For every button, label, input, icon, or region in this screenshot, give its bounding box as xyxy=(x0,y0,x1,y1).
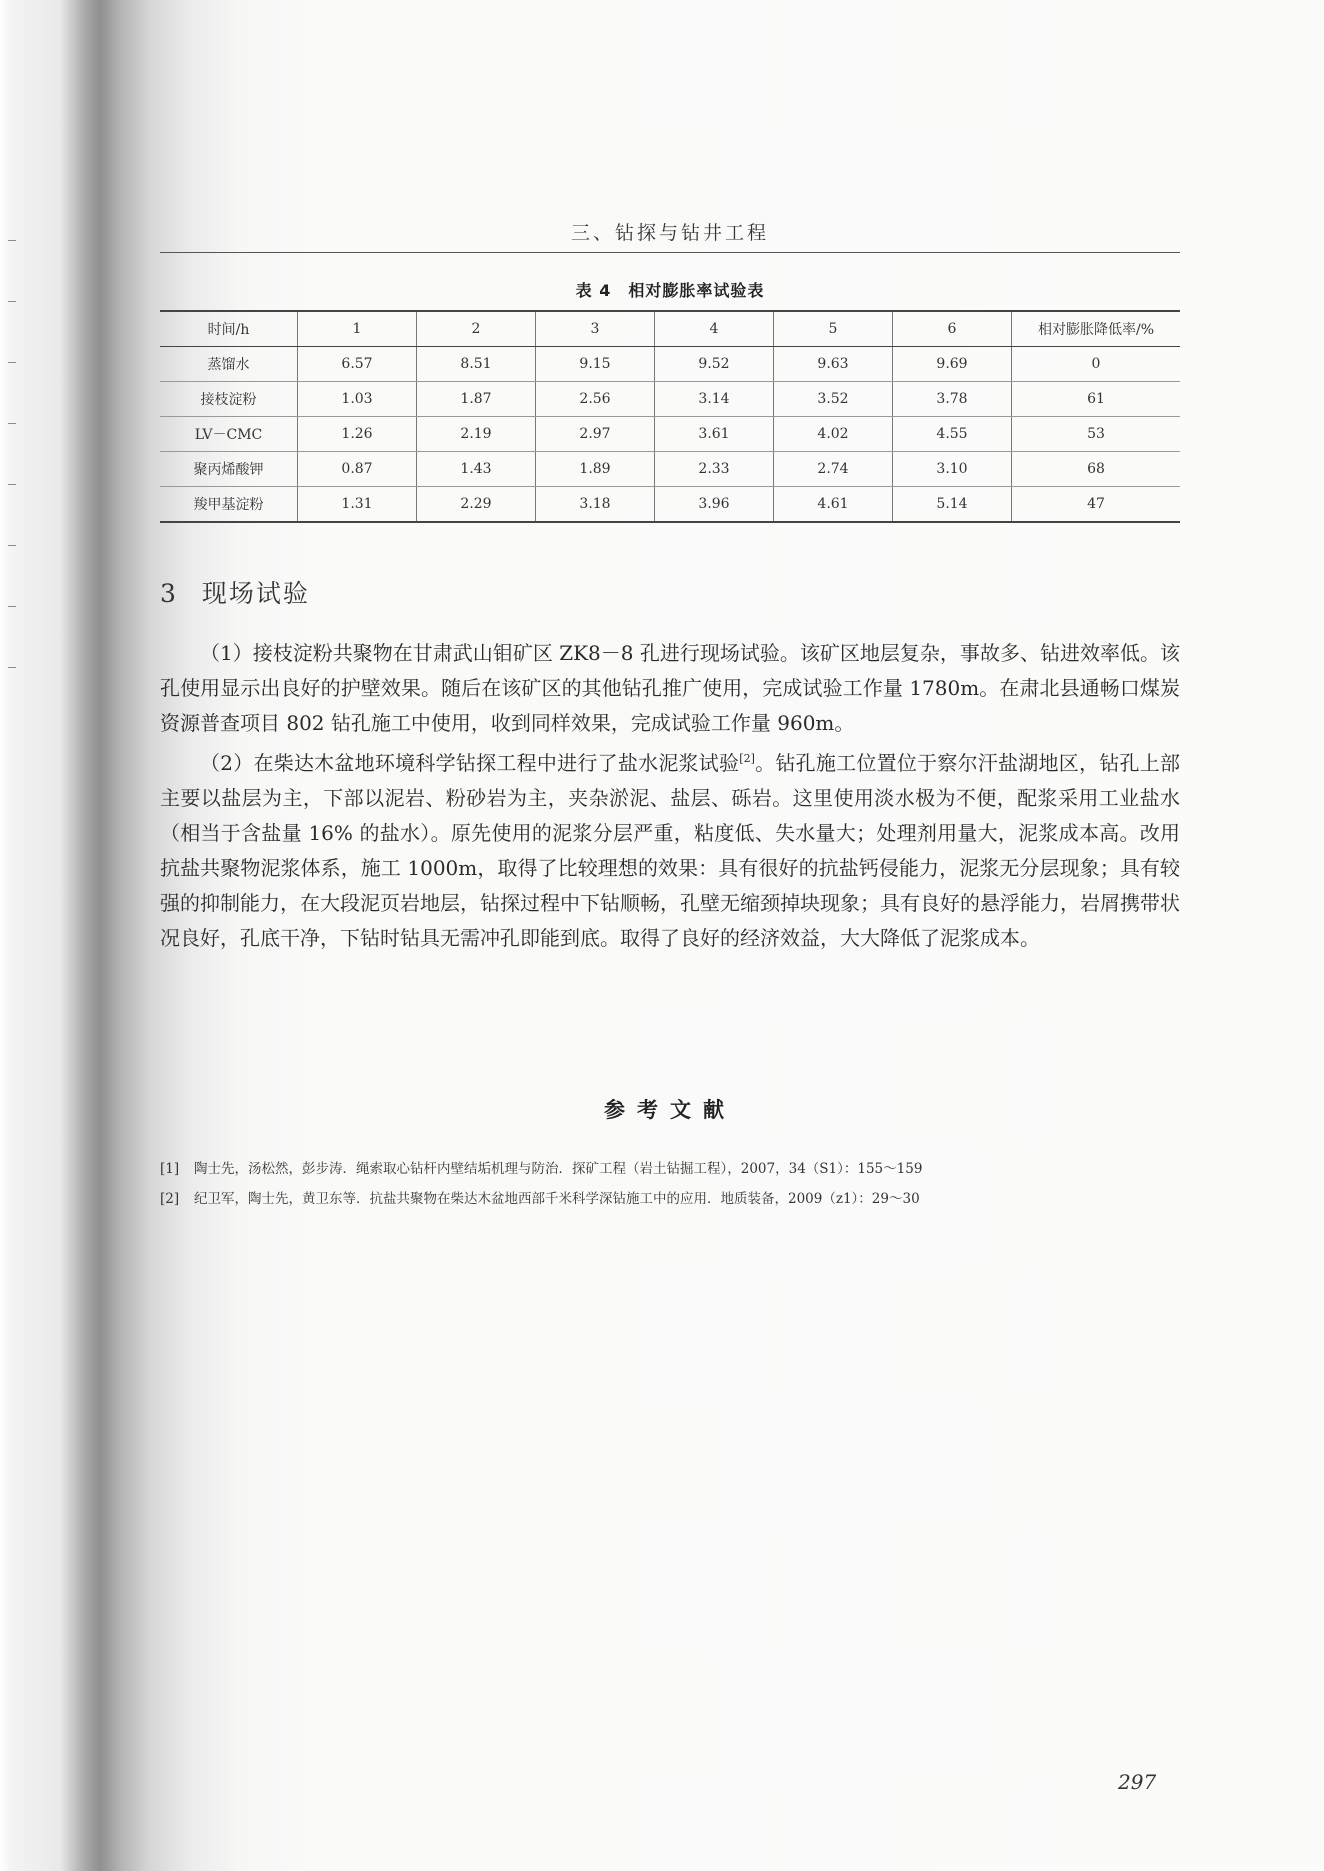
paragraph-1: （1）接枝淀粉共聚物在甘肃武山钼矿区 ZK8－8 孔进行现场试验。该矿区地层复杂，事故多、钻进效率低。该孔使用显示出良好的护壁效果。随后在该矿区的其他钻孔推广使用，完成试验工作量 1780m。在肃北县通畅口煤炭资源普查项目 802 钻孔施工中使用，收到同样效果，完成试验工作量 960m。 xyxy=(160,641,1180,735)
table-cell: 3.52 xyxy=(774,382,893,417)
table-cell: 2.97 xyxy=(536,417,655,452)
table-cell: 4.55 xyxy=(893,417,1012,452)
header-cell: 相对膨胀降低率/% xyxy=(1012,311,1181,347)
page-number: 297 xyxy=(1118,1770,1157,1794)
expansion-rate-table xyxy=(160,310,1180,523)
header-cell: 3 xyxy=(536,311,655,347)
table-cell: 1.87 xyxy=(417,382,536,417)
table-cell: 1.03 xyxy=(298,382,417,417)
header-cell: 1 xyxy=(298,311,417,347)
table-cell: 3.61 xyxy=(655,417,774,452)
table-cell: 1.31 xyxy=(298,487,417,523)
references-heading: 参考文献 xyxy=(604,1098,736,1122)
reference-text: 纪卫军，陶士先，黄卫东等．抗盐共聚物在柴达木盆地西部千米科学深钻施工中的应用．地质装备，2009（z1）：29～30 xyxy=(194,1191,920,1207)
table-cell: 68 xyxy=(1012,452,1181,487)
table-cell: 2.56 xyxy=(536,382,655,417)
section-heading xyxy=(160,574,310,610)
table-cell: 9.63 xyxy=(774,347,893,382)
table-cell: 4.61 xyxy=(774,487,893,523)
section-number: 3 xyxy=(160,579,178,608)
table-cell: 8.51 xyxy=(417,347,536,382)
table-cell: 47 xyxy=(1012,487,1181,523)
table-cell: 9.15 xyxy=(536,347,655,382)
table-cell: 61 xyxy=(1012,382,1181,417)
table-row xyxy=(160,417,1180,452)
row-label-cell: 聚丙烯酸钾 xyxy=(160,452,298,487)
reference-item xyxy=(160,1154,1180,1184)
reference-item xyxy=(160,1184,1180,1214)
section-title: 现场试验 xyxy=(201,579,310,608)
header-cell: 时间/h xyxy=(160,311,298,347)
table-cell: 3.96 xyxy=(655,487,774,523)
table-header-row xyxy=(160,311,1180,347)
table-row xyxy=(160,452,1180,487)
table-row xyxy=(160,487,1180,523)
reference-number: [2] xyxy=(160,1191,180,1207)
table-cell: 2.74 xyxy=(774,452,893,487)
table-cell: 0 xyxy=(1012,347,1181,382)
reference-number: [1] xyxy=(160,1161,180,1177)
table-cell: 53 xyxy=(1012,417,1181,452)
reference-text: 陶士先，汤松然，彭步涛．绳索取心钻杆内壁结垢机理与防治．探矿工程（岩土钻掘工程），2007，34（S1）：155～159 xyxy=(194,1161,923,1177)
table-cell: 1.26 xyxy=(298,417,417,452)
table-row xyxy=(160,347,1180,382)
table-cell: 2.19 xyxy=(417,417,536,452)
table-cell: 6.57 xyxy=(298,347,417,382)
paragraph-2-text-b: 。钻孔施工位置位于察尔汗盐湖地区，钻孔上部主要以盐层为主，下部以泥岩、粉砂岩为主，夹杂淤泥、盐层、砾岩。这里使用淡水极为不便，配浆采用工业盐水（相当于含盐量 16% 的盐水）。原先使用的泥浆分层严重，粘度低、失水量大；处理剂用量大，泥浆成本高。改用抗盐共聚物泥浆体系，施工 1000m，取得了比较理想的效果：具有很好的抗盐钙侵能力，泥浆无分层现象；具有较强的抑制能力，在大段泥页岩地层，钻探过程中下钻顺畅，孔壁无缩颈掉块现象；具有良好的悬浮能力，岩屑携带状况良好，孔底干净，下钻时钻具无需冲孔即能到底。取得了良好的经济效益，大大降低了泥浆成本。 xyxy=(160,751,1180,950)
citation-marker: [2] xyxy=(739,752,755,765)
table-cell: 3.10 xyxy=(893,452,1012,487)
header-cell: 2 xyxy=(417,311,536,347)
body-text xyxy=(160,636,1180,956)
table-caption: 表 4 相对膨胀率试验表 xyxy=(575,281,765,300)
table-cell: 3.78 xyxy=(893,382,1012,417)
binding-edge-marks xyxy=(8,240,18,728)
table-row xyxy=(160,382,1180,417)
table-cell: 2.29 xyxy=(417,487,536,523)
row-label-cell: LV－CMC xyxy=(160,417,298,452)
row-label-cell: 羧甲基淀粉 xyxy=(160,487,298,523)
paragraph-2 xyxy=(160,741,1180,956)
running-head-rule xyxy=(160,252,1180,253)
header-cell: 4 xyxy=(655,311,774,347)
paragraph-2-text-a: （2）在柴达木盆地环境科学钻探工程中进行了盐水泥浆试验 xyxy=(200,751,740,775)
table-cell: 0.87 xyxy=(298,452,417,487)
table-cell: 9.52 xyxy=(655,347,774,382)
header-cell: 5 xyxy=(774,311,893,347)
table-cell: 1.89 xyxy=(536,452,655,487)
table-cell: 3.14 xyxy=(655,382,774,417)
row-label-cell: 蒸馏水 xyxy=(160,347,298,382)
table-cell: 3.18 xyxy=(536,487,655,523)
table-cell: 9.69 xyxy=(893,347,1012,382)
table-cell: 4.02 xyxy=(774,417,893,452)
references-list xyxy=(160,1154,1180,1214)
row-label-cell: 接枝淀粉 xyxy=(160,382,298,417)
running-head: 三、钻探与钻井工程 xyxy=(570,222,769,244)
header-cell: 6 xyxy=(893,311,1012,347)
table-cell: 2.33 xyxy=(655,452,774,487)
table-cell: 1.43 xyxy=(417,452,536,487)
table-cell: 5.14 xyxy=(893,487,1012,523)
